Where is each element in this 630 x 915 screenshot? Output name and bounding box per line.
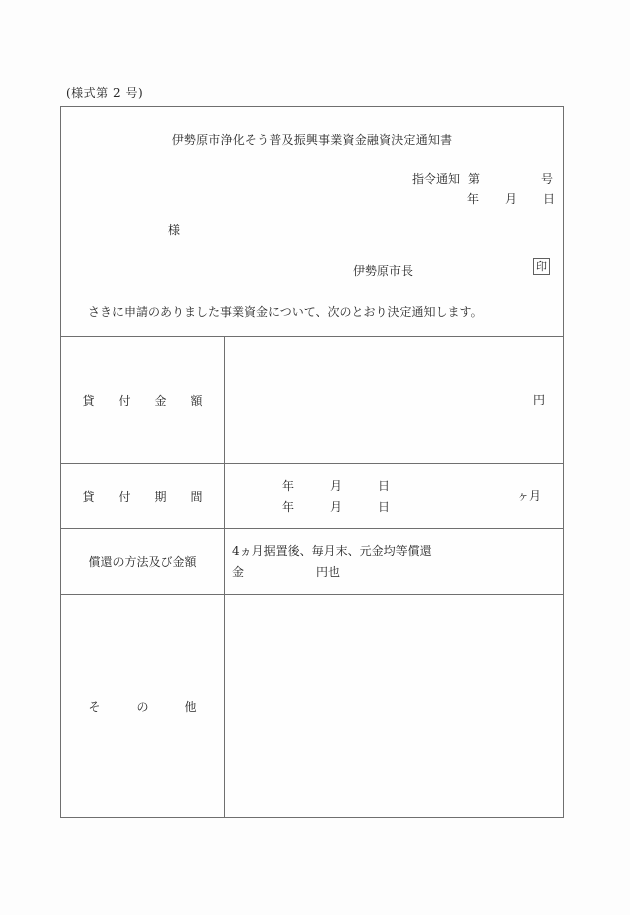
period-end-day-label: 日 — [378, 499, 391, 514]
repayment-method-text: 4ヵ月据置後、毎月末、元金均等償還 — [232, 544, 432, 558]
body-text: さきに申請のありました事業資金について、次のとおり決定通知します。 — [88, 305, 483, 319]
seal-stamp-box — [533, 258, 550, 275]
other-value-cell — [225, 595, 563, 818]
issue-date-year-label: 年 — [467, 192, 480, 206]
loan-amount-value-cell — [225, 337, 563, 463]
period-end-month-label: 月 — [330, 499, 343, 514]
repayment-amount-line — [232, 565, 563, 579]
loan-period-value-cell — [225, 464, 563, 528]
loan-period-row — [61, 463, 563, 528]
period-end-year-label: 年 — [282, 499, 295, 514]
seal-mark: 印 — [536, 260, 547, 273]
loan-amount-label: 貸 付 金 額 — [61, 337, 225, 463]
other-label: そ の 他 — [61, 595, 225, 818]
issue-date-month-label: 月 — [505, 192, 518, 206]
repayment-row — [61, 528, 563, 594]
directive-notice-label: 指令通知 — [412, 172, 461, 186]
directive-number-suffix: 号 — [541, 172, 554, 186]
loan-amount-row — [61, 336, 563, 463]
letter-section — [61, 107, 563, 336]
repayment-amount-suffix: 円也 — [316, 565, 341, 579]
loan-period-label: 貸 付 期 間 — [61, 464, 225, 528]
repayment-amount-prefix: 金 — [232, 565, 245, 579]
repayment-label: 償還の方法及び金額 — [61, 529, 225, 594]
loan-amount-unit-label: 円 — [532, 393, 545, 407]
sender-title: 伊勢原市長 — [353, 264, 414, 278]
loan-period-unit-label: ヶ月 — [516, 489, 541, 503]
decision-table — [61, 336, 563, 818]
document-title: 伊勢原市浄化そう普及振興事業資金融資決定通知書 — [171, 133, 453, 147]
period-start-day-label: 日 — [378, 478, 391, 493]
addressee-honorific: 様 — [168, 223, 181, 237]
period-start-year-label: 年 — [282, 478, 295, 493]
document-box — [60, 106, 564, 818]
repayment-value-cell — [225, 529, 563, 594]
other-row — [61, 594, 563, 818]
period-start-month-label: 月 — [330, 478, 343, 493]
issue-date-day-label: 日 — [543, 192, 556, 206]
form-number-label: (様式第 2 号) — [66, 86, 144, 100]
directive-number-prefix: 第 — [468, 172, 481, 186]
